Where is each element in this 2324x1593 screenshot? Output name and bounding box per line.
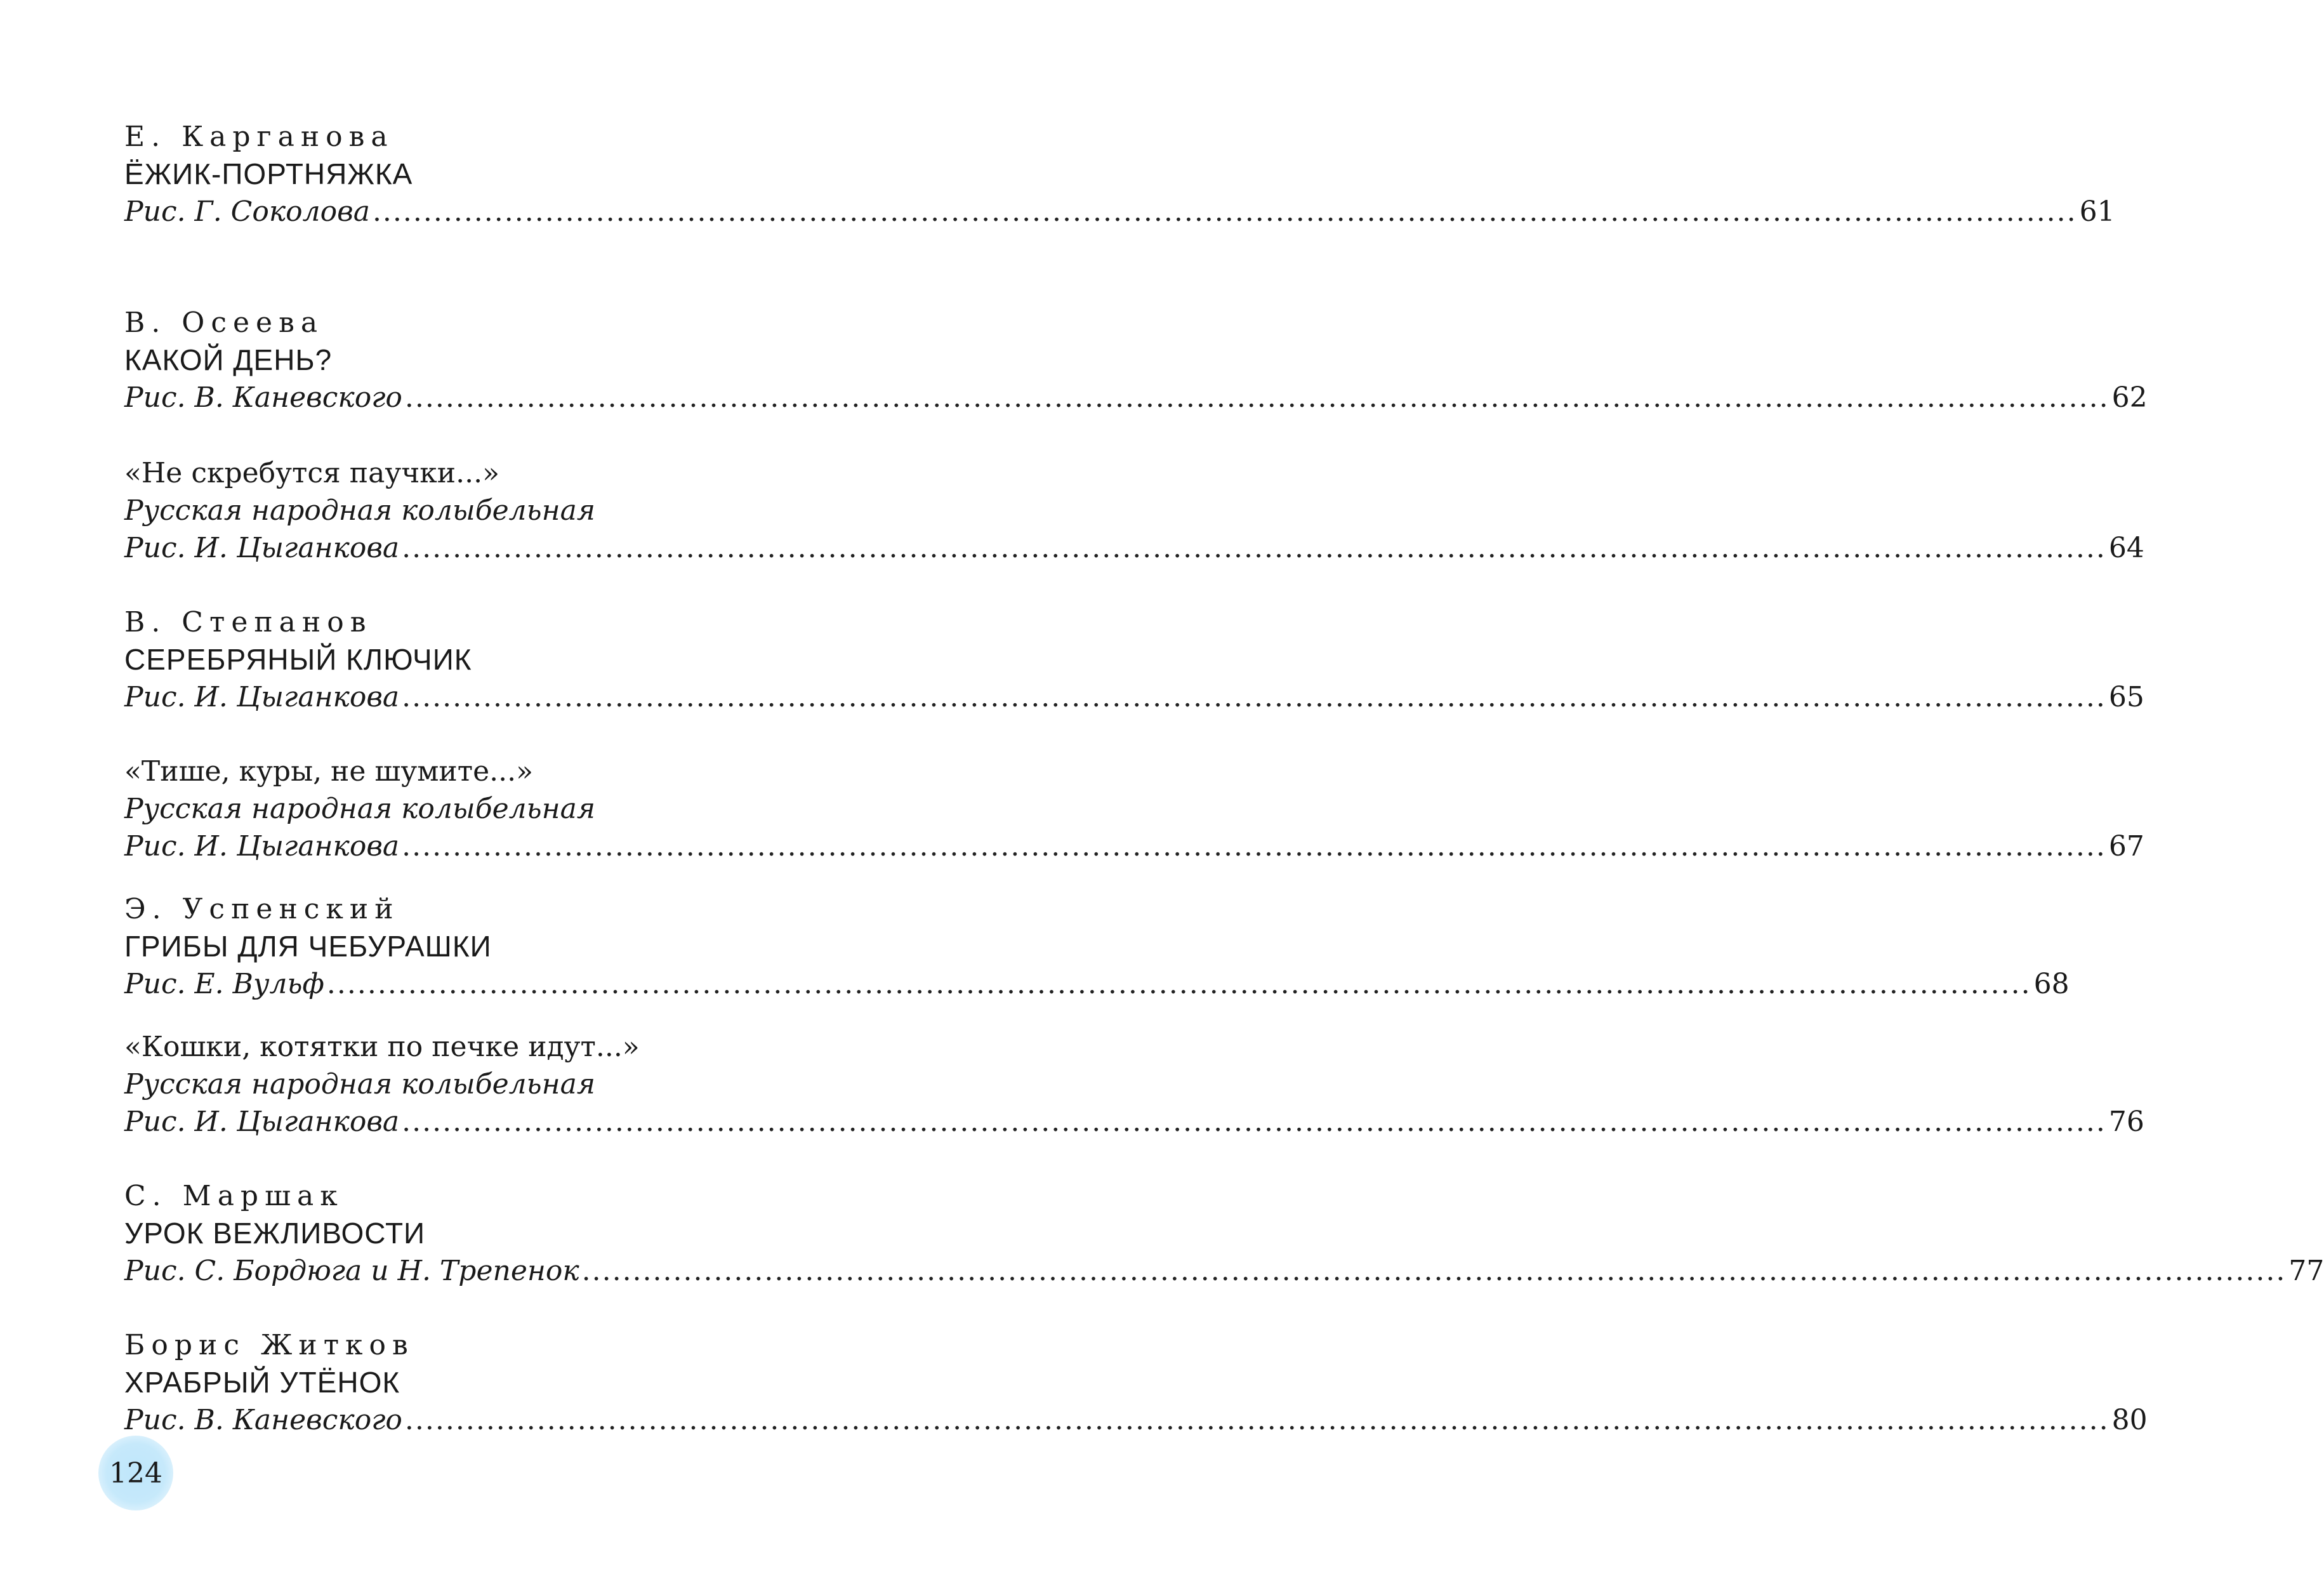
entry-quote-title: «Не скребутся паучки...»: [124, 457, 500, 489]
entry-author: Е. Карганова: [124, 121, 394, 153]
entry-genre: Русская народная колыбельная: [124, 1068, 595, 1101]
entry-page-number: 61: [2079, 195, 2115, 228]
entry-illustrator: Рис. И. Цыганкова: [124, 681, 400, 713]
toc-entry[interactable]: [124, 1177, 2324, 1290]
entry-page-number: 64: [2108, 532, 2144, 564]
entry-illustrator: Рис. Г. Соколова: [124, 195, 370, 228]
toc-entry[interactable]: [124, 1326, 2148, 1439]
entry-illustrator: Рис. И. Цыганкова: [124, 830, 400, 863]
dot-leader: ........................................................................................................................................................................: [326, 968, 2031, 1000]
dot-leader: ........................................................................................................................................................................: [402, 830, 2106, 863]
toc-entry[interactable]: [124, 118, 2115, 230]
entry-page-number: 68: [2033, 968, 2070, 1000]
entry-illustrator: Рис. И. Цыганкова: [124, 1106, 400, 1138]
toc-entry[interactable]: [124, 890, 2070, 1003]
entry-title: ЁЖИК-ПОРТНЯЖКА: [124, 157, 413, 190]
toc-entry[interactable]: [124, 753, 2144, 865]
page-number-badge: [98, 1436, 173, 1510]
entry-page-number: 76: [2108, 1106, 2144, 1138]
entry-illustrator-line: [124, 529, 2144, 567]
entry-page-number: 67: [2108, 830, 2144, 863]
dot-leader: ........................................................................................................................................................................: [404, 1404, 2109, 1436]
toc-entry[interactable]: [124, 1028, 2144, 1140]
dot-leader: ........................................................................................................................................................................: [402, 681, 2106, 713]
entry-author: В. Осеева: [124, 307, 324, 339]
entry-author: С. Маршак: [124, 1180, 344, 1212]
dot-leader: ........................................................................................................................................................................: [372, 195, 2077, 228]
entry-illustrator: Рис. С. Бордюга и Н. Трепенок: [124, 1255, 579, 1287]
entry-genre: Русская народная колыбельная: [124, 793, 595, 825]
page-number: 124: [109, 1457, 162, 1490]
entry-genre: Русская народная колыбельная: [124, 494, 595, 527]
entry-illustrator: Рис. В. Каневского: [124, 381, 402, 414]
entry-title: СЕРЕБРЯНЫЙ КЛЮЧИК: [124, 643, 472, 676]
entry-author: В. Степанов: [124, 606, 373, 638]
entry-illustrator-line: [124, 678, 2144, 716]
entry-illustrator-line: [124, 193, 2115, 230]
table-of-contents: [124, 118, 2324, 1439]
toc-entry[interactable]: [124, 304, 2148, 416]
dot-leader: ........................................................................................................................................................................: [402, 1106, 2106, 1138]
entry-quote-title: «Тише, куры, не шумите...»: [124, 755, 534, 788]
dot-leader: ........................................................................................................................................................................: [402, 532, 2106, 564]
entry-illustrator-line: [124, 1401, 2148, 1439]
entry-author: Борис Житков: [124, 1329, 414, 1361]
toc-entry[interactable]: [124, 454, 2144, 567]
entry-page-number: 80: [2111, 1404, 2148, 1436]
entry-quote-title: «Кошки, котятки по печке идут...»: [124, 1031, 640, 1063]
entry-illustrator: Рис. В. Каневского: [124, 1404, 402, 1436]
entry-author: Э. Успенский: [124, 893, 400, 925]
entry-title: ХРАБРЫЙ УТЁНОК: [124, 1366, 400, 1399]
entry-illustrator-line: [124, 965, 2070, 1003]
entry-illustrator-line: [124, 828, 2144, 865]
dot-leader: ........................................................................................................................................................................: [581, 1255, 2287, 1287]
dot-leader: ........................................................................................................................................................................: [404, 381, 2109, 414]
entry-title: УРОК ВЕЖЛИВОСТИ: [124, 1217, 426, 1250]
toc-entry[interactable]: [124, 604, 2144, 716]
entry-illustrator: Рис. Е. Вульф: [124, 968, 324, 1000]
entry-page-number: 62: [2111, 381, 2148, 414]
entry-illustrator: Рис. И. Цыганкова: [124, 532, 400, 564]
entry-illustrator-line: [124, 1103, 2144, 1140]
entry-page-number: 77: [2288, 1255, 2324, 1287]
entry-illustrator-line: [124, 379, 2148, 416]
entry-title: ГРИБЫ ДЛЯ ЧЕБУРАШКИ: [124, 930, 492, 963]
entry-title: КАКОЙ ДЕНЬ?: [124, 343, 333, 376]
entry-page-number: 65: [2108, 681, 2144, 713]
entry-illustrator-line: [124, 1252, 2324, 1290]
